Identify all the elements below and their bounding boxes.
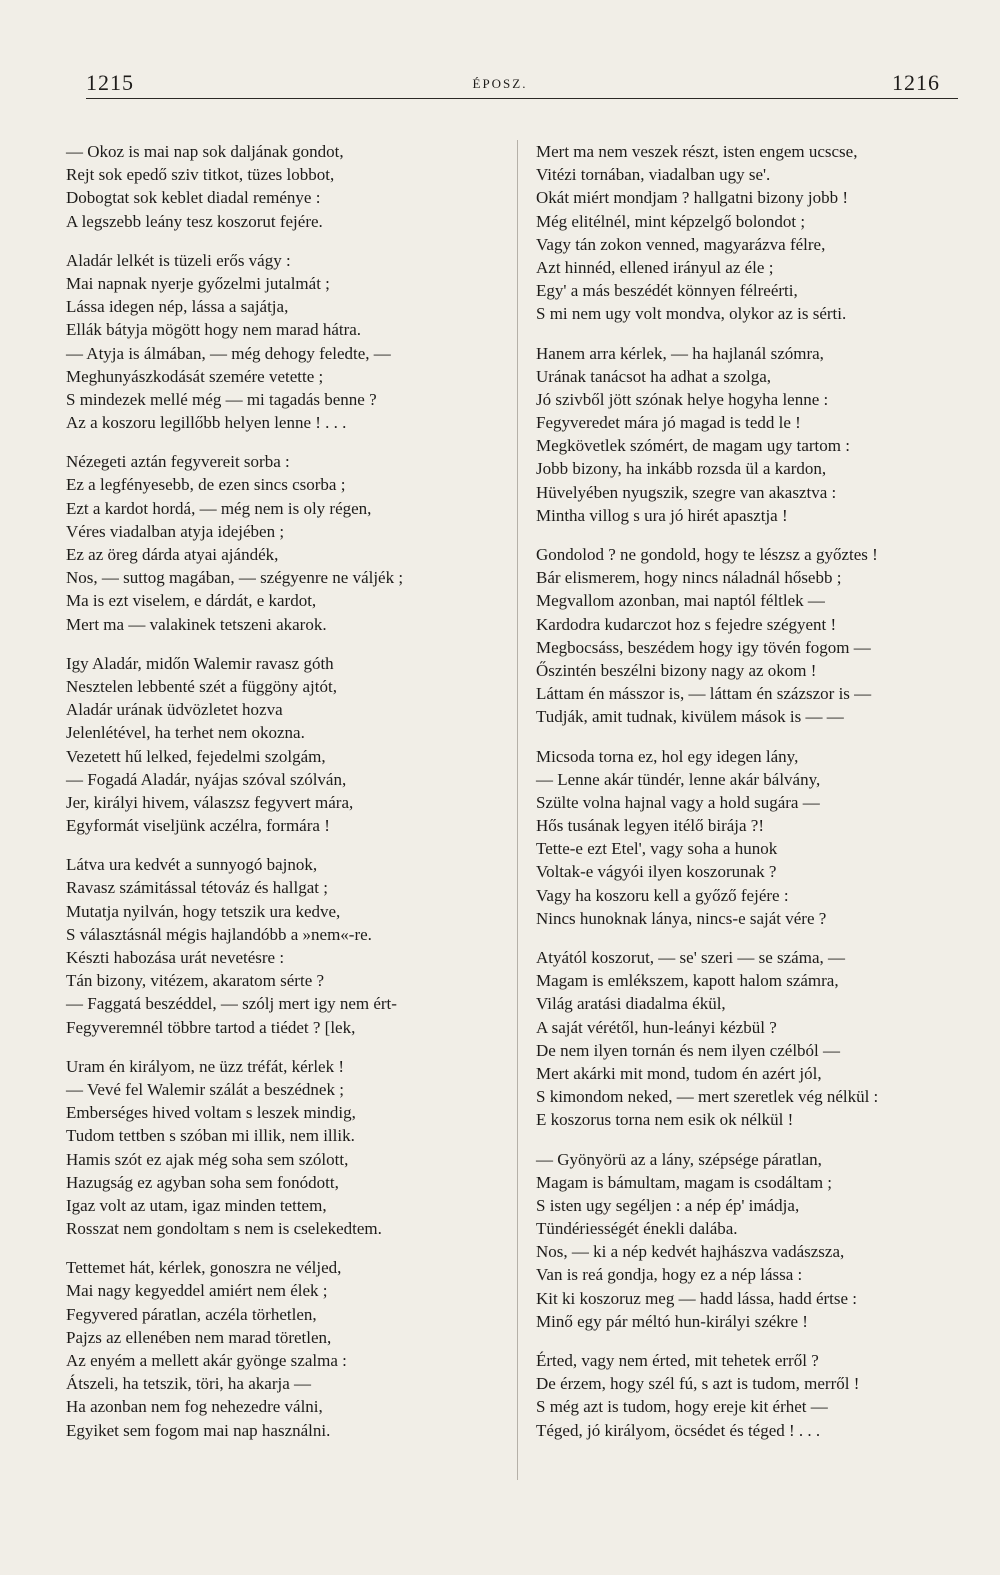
poem-line: Látva ura kedvét a sunnyogó bajnok, xyxy=(66,855,318,875)
poem-line: Igaz volt az utam, igaz minden tettem, xyxy=(66,1195,327,1215)
poem-line: De nem ilyen tornán és nem ilyen czélból — xyxy=(536,1040,841,1060)
poem-line: A saját vérétől, hun-leányi kézbül ? xyxy=(536,1017,777,1037)
stanza xyxy=(66,249,506,435)
poem-line: S mindezek mellé még — mi tagadás benne ? xyxy=(66,389,377,409)
poem-line: Tette-e ezt Etel', vagy soha a hunok xyxy=(536,839,778,859)
poem-line: Kardodra kudarczot hoz s fejedre szégyent ! xyxy=(536,614,837,634)
poem-line: Megbocsáss, beszédem hogy igy tövén fogom — xyxy=(536,637,871,657)
poem-line: Jelenlétével, ha terhet nem okozna. xyxy=(66,723,305,743)
poem-line: Jobb bizony, ha inkább rozsda ül a kardon, xyxy=(536,459,827,479)
poem-line: Ellák bátyja mögött hogy nem marad hátra. xyxy=(66,320,362,340)
poem-line: Emberséges hived voltam s leszek mindig, xyxy=(66,1103,356,1123)
poem-line: Ravasz számitással tétováz és hallgat ; xyxy=(66,878,328,898)
poem-line: Uram én királyom, ne üzz tréfát, kérlek ! xyxy=(66,1056,345,1076)
poem-line: Nos, — suttog magában, — szégyenre ne váljék ; xyxy=(66,568,404,588)
poem-line: Készti habozása urát nevetésre : xyxy=(66,948,285,967)
left-column xyxy=(66,140,506,1480)
poem-line: Átszeli, ha tetszik, töri, ha akarja — xyxy=(66,1374,311,1394)
right-column xyxy=(536,140,966,1480)
poem-line: Azt hinnéd, ellened irányul az éle ; xyxy=(536,257,774,277)
poem-line: — Fogadá Aladár, nyájas szóval szólván, xyxy=(66,769,347,789)
poem-line: Még elitélnél, mint képzelgő bolondot ; xyxy=(536,211,806,231)
poem-line: Micsoda torna ez, hol egy idegen lány, xyxy=(536,746,799,766)
poem-line: Az a koszoru legillőbb helyen lenne ! . . . xyxy=(66,413,347,433)
poem-line: Egyiket sem fogom mai nap használni. xyxy=(66,1420,331,1440)
poem-line: — Vevé fel Walemir szálát a beszédnek ; xyxy=(66,1079,344,1099)
poem-line: Vezetett hű lelked, fejedelmi szolgám, xyxy=(66,746,326,766)
poem-line: Nesztelen lebbenté szét a függöny ajtót, xyxy=(66,676,337,696)
poem-line: Magam is bámultam, magam is csodáltam ; xyxy=(536,1172,833,1192)
poem-line: S isten ugy segéljen : a nép ép' imádja, xyxy=(536,1195,800,1215)
poem-line: Megvallom azonban, mai naptól féltlek — xyxy=(536,591,825,611)
poem-line: Világ aratási diadalma ékül, xyxy=(536,994,726,1014)
page-number-left: 1215 xyxy=(86,70,134,95)
poem-line: Mai napnak nyerje győzelmi jutalmát ; xyxy=(66,273,330,293)
poem-line: Véres viadalban atyja idejében ; xyxy=(66,521,285,541)
poem-line: Dobogtat sok keblet diadal reménye : xyxy=(66,188,321,208)
poem-line: Gondolod ? ne gondold, hogy te lészsz a győztes ! xyxy=(536,545,878,564)
stanza xyxy=(536,1148,966,1334)
poem-line: Hamis szót ez ajak még soha sem szólott, xyxy=(66,1149,349,1169)
poem-line: Voltak-e vágyói ilyen koszorunak ? xyxy=(536,862,777,882)
poem-line: Ez a legfényesebb, de ezen sincs csorba ; xyxy=(66,475,346,495)
poem-line: Mert ma nem veszek részt, isten engem ucscse, xyxy=(536,142,858,161)
stanza xyxy=(536,946,966,1132)
poem-line: Megkövetlek szómért, de magam ugy tartom : xyxy=(536,436,850,456)
poem-line: Nincs hunoknak lánya, nincs-e saját vére ? xyxy=(536,908,827,928)
stanza xyxy=(66,140,506,233)
poem-line: S kimondom neked, — mert szeretlek vég nélkül : xyxy=(536,1087,879,1107)
poem-line: Ha azonban nem fog nehezedre válni, xyxy=(66,1397,323,1417)
poem-line: Lássa idegen nép, lássa a sajátja, xyxy=(66,297,289,317)
poem-line: Nézegeti aztán fegyvereit sorba : xyxy=(66,452,290,472)
poem-line: Aladár lelkét is tüzeli erős vágy : xyxy=(66,250,291,270)
poem-line: Tettemet hát, kérlek, gonoszra ne véljed, xyxy=(66,1258,342,1278)
stanza xyxy=(66,652,506,838)
poem-line: Láttam én másszor is, — láttam én százszor is — xyxy=(536,684,872,704)
poem-line: Hős tusának legyen itélő birája ?! xyxy=(536,816,765,836)
poem-line: Fegyveremnél többre tartod a tiédet ? [lek, xyxy=(66,1017,356,1037)
poem-line: Igy Aladár, midőn Walemir ravasz góth xyxy=(66,653,334,673)
poem-line: Pajzs az ellenében nem marad töretlen, xyxy=(66,1327,332,1347)
stanza xyxy=(536,342,966,528)
poem-line: Aladár urának üdvözletet hozva xyxy=(66,700,283,720)
poem-line: Atyától koszorut, — se' szeri — se száma, — xyxy=(536,948,845,967)
poem-line: — Gyönyörü az a lány, szépsége páratlan, xyxy=(536,1149,822,1169)
poem-line: Ma is ezt viselem, e dárdát, e kardot, xyxy=(66,591,317,611)
poem-line: S még azt is tudom, hogy ereje kit érhet — xyxy=(536,1397,828,1417)
poem-line: Érted, vagy nem érted, mit tehetek erről ? xyxy=(536,1351,819,1370)
poem-line: Hanem arra kérlek, — ha hajlanál szómra, xyxy=(536,343,824,363)
page-number-right: 1216 xyxy=(892,70,940,95)
poem-line: Tudom tettben s szóban mi illik, nem illik. xyxy=(66,1126,355,1146)
stanza xyxy=(536,543,966,729)
header-rule xyxy=(86,98,958,99)
poem-line: S mi nem ugy volt mondva, olykor az is sérti. xyxy=(536,304,847,324)
poem-line: Őszintén beszélni bizony nagy az okom ! xyxy=(536,660,817,680)
poem-line: Jer, királyi hivem, válaszsz fegyvert mára, xyxy=(66,792,354,812)
poem-line: Tündériességét énekli dalába. xyxy=(536,1219,738,1239)
poem-line: Téged, jó királyom, öcsédet és téged ! . . . xyxy=(536,1420,821,1440)
poem-line: Egy' a más beszédét könnyen félreérti, xyxy=(536,281,798,301)
stanza xyxy=(66,450,506,636)
poem-line: — Okoz is mai nap sok daljának gondot, xyxy=(66,142,344,161)
poem-line: Magam is emlékszem, kapott halom számra, xyxy=(536,971,839,991)
poem-line: Mai nagy kegyeddel amiért nem élek ; xyxy=(66,1281,328,1301)
poem-line: Nos, — ki a nép kedvét hajhászva vadászsza, xyxy=(536,1242,845,1262)
poem-line: S választásnál mégis hajlandóbb a »nem«-re. xyxy=(66,924,372,944)
poem-line: Fegyveredet mára jó magad is tedd le ! xyxy=(536,413,801,433)
poem-line: Okát miért mondjam ? hallgatni bizony jobb ! xyxy=(536,188,849,208)
poem-line: Ez az öreg dárda atyai ajándék, xyxy=(66,545,279,564)
poem-line: Tudják, amit tudnak, kivülem mások is — — xyxy=(536,707,844,727)
poem-line: Rosszat nem gondoltam s nem is cselekedtem. xyxy=(66,1219,382,1239)
poem-line: — Lenne akár tündér, lenne akár bálvány, xyxy=(536,769,821,789)
poem-line: Szülte volna hajnal vagy a hold sugára — xyxy=(536,792,820,812)
poem-line: Mert ma — valakinek tetszeni akarok. xyxy=(66,614,327,634)
running-title: ÉPOSZ. xyxy=(472,76,528,91)
stanza xyxy=(66,853,506,1039)
poem-line: Kit ki koszoruz meg — hadd lássa, hadd értse : xyxy=(536,1288,858,1308)
poem-line: Vagy tán zokon venned, magyarázva félre, xyxy=(536,234,826,254)
poem-line: — Faggatá beszéddel, — szólj mert igy nem ért- xyxy=(66,994,397,1014)
poem-line: Egyformát viseljünk aczélra, formára ! xyxy=(66,816,330,836)
poem-line: Jó szivből jött szónak helye hogyha lenne : xyxy=(536,389,829,409)
poem-line: Vagy ha koszoru kell a győző fejére : xyxy=(536,885,789,905)
poem-line: Az enyém a mellett akár gyönge szalma : xyxy=(66,1351,347,1370)
poem-line: E koszorus torna nem esik ok nélkül ! xyxy=(536,1110,794,1130)
poem-line: Minő egy pár méltó hun-királyi székre ! xyxy=(536,1311,808,1331)
column-divider xyxy=(517,140,518,1480)
poem-line: Bár elismerem, hogy nincs náladnál hősebb ; xyxy=(536,568,842,588)
poem-line: Van is reá gondja, hogy ez a nép lássa : xyxy=(536,1265,803,1285)
poem-line: Meghunyászkodását szemére vetette ; xyxy=(66,366,324,386)
poem-line: Mintha villog s ura jó hirét apasztja ! xyxy=(536,505,788,525)
stanza xyxy=(66,1256,506,1442)
poem-line: Hüvelyében nyugszik, szegre van akasztva : xyxy=(536,482,837,502)
poem-line: Ezt a kardot hordá, — még nem is oly régen, xyxy=(66,498,372,518)
poem-line: Urának tanácsot ha adhat a szolga, xyxy=(536,366,772,386)
poem-line: Tán bizony, vitézem, akaratom sérte ? xyxy=(66,971,325,991)
poem-line: Mutatja nyilván, hogy tetszik ura kedve, xyxy=(66,901,341,921)
poem-line: Fegyvered páratlan, aczéla törhetlen, xyxy=(66,1304,317,1324)
poem-line: Vitézi tornában, viadalban ugy se'. xyxy=(536,165,771,185)
poem-line: Rejt sok epedő sziv titkot, tüzes lobbot, xyxy=(66,165,335,185)
poem-line: De érzem, hogy szél fú, s azt is tudom, merről ! xyxy=(536,1374,860,1394)
poem-line: Mert akárki mit mond, tudom én azért jól, xyxy=(536,1063,822,1083)
poem-line: A legszebb leány tesz koszorut fejére. xyxy=(66,211,323,231)
stanza xyxy=(536,140,966,326)
poem-line: Hazugság ez agyban soha sem fonódott, xyxy=(66,1172,339,1192)
stanza xyxy=(66,1055,506,1241)
stanza xyxy=(536,745,966,931)
poem-line: — Atyja is álmában, — még dehogy feledte, — xyxy=(66,343,391,363)
stanza xyxy=(536,1349,966,1442)
